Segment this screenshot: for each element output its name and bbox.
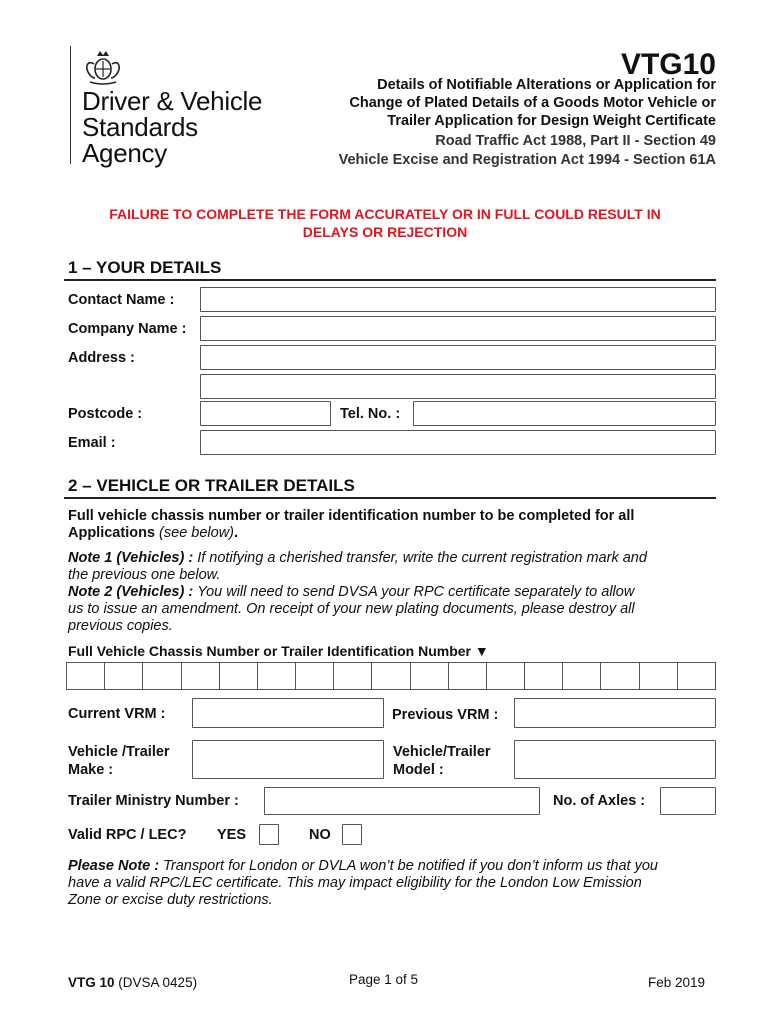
make-label-line-2: Make :: [68, 762, 114, 778]
postcode-label: Postcode :: [68, 406, 143, 422]
act-line-1: Road Traffic Act 1988, Part II - Section 49: [435, 133, 716, 149]
chassis-char-box[interactable]: [411, 663, 449, 689]
agency-name-line-3: Agency: [82, 138, 167, 168]
note-1: [68, 550, 708, 567]
section-2-rule: [64, 497, 716, 499]
chassis-number-grid: [66, 662, 716, 690]
note-2-text-b: us to issue an amendment. On receipt of your new plating documents, please destroy all: [68, 601, 635, 617]
chassis-char-box[interactable]: [372, 663, 410, 689]
chassis-char-box[interactable]: [334, 663, 372, 689]
act-line-2: Vehicle Excise and Registration Act 1994 - Section 61A: [338, 152, 716, 168]
tel-label: Tel. No. :: [340, 406, 401, 422]
legislation-references: [276, 132, 716, 170]
chassis-char-box[interactable]: [182, 663, 220, 689]
company-name-label: Company Name :: [68, 321, 187, 337]
footer-code-bold: VTG 10: [68, 975, 115, 990]
chassis-char-box[interactable]: [143, 663, 181, 689]
model-label-line-1: Vehicle/Trailer: [393, 744, 491, 760]
chassis-char-box[interactable]: [258, 663, 296, 689]
intro-applications: Applications: [68, 525, 160, 541]
ministry-number-label: Trailer Ministry Number :: [68, 793, 239, 809]
vehicle-make-label: [68, 743, 170, 779]
please-note: [68, 858, 708, 875]
warning-line-1: FAILURE TO COMPLETE THE FORM ACCURATELY OR IN FULL COULD RESULT IN: [109, 206, 661, 222]
chassis-char-box[interactable]: [678, 663, 715, 689]
chassis-number-label: Full Vehicle Chassis Number or Trailer Identification Number ▼: [68, 643, 489, 659]
intro-see-below: (see below): [159, 525, 234, 541]
rpc-no-checkbox[interactable]: [342, 824, 362, 845]
failure-warning: [60, 205, 710, 241]
agency-name-line-1: Driver & Vehicle: [82, 86, 263, 116]
note-1-text-a: If notifying a cherished transfer, write the current registration mark and: [197, 550, 647, 566]
vehicle-intro-line-1: Full vehicle chassis number or trailer identification number to be completed for all: [68, 508, 635, 524]
chassis-char-box[interactable]: [296, 663, 334, 689]
current-vrm-field[interactable]: [192, 698, 384, 728]
chassis-char-box[interactable]: [487, 663, 525, 689]
ministry-number-field[interactable]: [264, 787, 540, 815]
chassis-char-box[interactable]: [67, 663, 105, 689]
tel-field[interactable]: [413, 401, 716, 426]
vehicle-model-label: [393, 743, 491, 779]
please-note-text-c: Zone or excise duty restrictions.: [68, 892, 273, 908]
chassis-char-box[interactable]: [601, 663, 639, 689]
address-field-line-1[interactable]: [200, 345, 716, 370]
form-title-line-1: Details of Notifiable Alterations or Application for: [377, 77, 716, 93]
note-1-text-b: the previous one below.: [68, 567, 221, 583]
previous-vrm-field[interactable]: [514, 698, 716, 728]
section-1-rule: [64, 279, 716, 281]
section-1-title: 1 – YOUR DETAILS: [68, 258, 222, 277]
note-2-text-a: You will need to send DVSA your RPC certificate separately to allow: [197, 584, 635, 600]
royal-crest-icon: [80, 48, 126, 86]
agency-name-line-2: Standards: [82, 112, 198, 142]
postcode-field[interactable]: [200, 401, 331, 426]
chassis-char-box[interactable]: [105, 663, 143, 689]
chassis-char-box[interactable]: [449, 663, 487, 689]
contact-name-label: Contact Name :: [68, 292, 175, 308]
axles-label: No. of Axles :: [553, 793, 646, 809]
warning-line-2: DELAYS OR REJECTION: [302, 224, 468, 240]
note-2-label: Note 2 (Vehicles) :: [68, 584, 198, 600]
footer-form-code: [68, 975, 197, 990]
please-note-text-a: Transport for London or DVLA won’t be notified if you don’t inform us that you: [163, 858, 658, 874]
please-note-text-b: have a valid RPC/LEC certificate. This may impact eligibility for the London Low Emission: [68, 875, 642, 891]
footer-code-rest: (DVSA 0425): [114, 975, 198, 990]
intro-period: .: [234, 525, 239, 541]
note-2-text-c: previous copies.: [68, 618, 173, 634]
vehicle-intro-line-2: [68, 525, 708, 542]
current-vrm-label: Current VRM :: [68, 706, 166, 722]
axles-field[interactable]: [660, 787, 716, 815]
brand-divider: [70, 46, 71, 164]
vehicle-make-field[interactable]: [192, 740, 384, 779]
form-title-line-2: Change of Plated Details of a Goods Motor Vehicle or: [349, 95, 716, 111]
form-title: [296, 76, 716, 130]
contact-name-field[interactable]: [200, 287, 716, 312]
footer-date: Feb 2019: [648, 975, 706, 990]
model-label-line-2: Model :: [393, 762, 444, 778]
chassis-char-box[interactable]: [563, 663, 601, 689]
previous-vrm-label: Previous VRM :: [392, 707, 499, 723]
address-label: Address :: [68, 350, 135, 366]
section-2-title: 2 – VEHICLE OR TRAILER DETAILS: [68, 476, 355, 495]
page-number: Page 1 of 5: [349, 972, 419, 987]
company-name-field[interactable]: [200, 316, 716, 341]
rpc-yes-label: YES: [217, 827, 247, 843]
rpc-no-label: NO: [309, 827, 331, 843]
make-label-line-1: Vehicle /Trailer: [68, 744, 170, 760]
chassis-char-box[interactable]: [640, 663, 678, 689]
note-1-label: Note 1 (Vehicles) :: [68, 550, 198, 566]
address-field-line-2[interactable]: [200, 374, 716, 399]
form-title-line-3: Trailer Application for Design Weight Certificate: [387, 113, 716, 129]
rpc-lec-label: Valid RPC / LEC?: [68, 827, 187, 843]
rpc-yes-checkbox[interactable]: [259, 824, 279, 845]
note-2: [68, 584, 708, 601]
chassis-char-box[interactable]: [220, 663, 258, 689]
chassis-char-box[interactable]: [525, 663, 563, 689]
email-field[interactable]: [200, 430, 716, 455]
vehicle-model-field[interactable]: [514, 740, 716, 779]
please-note-label: Please Note :: [68, 858, 164, 874]
form-code: VTG10: [620, 48, 716, 81]
email-label: Email :: [68, 435, 116, 451]
